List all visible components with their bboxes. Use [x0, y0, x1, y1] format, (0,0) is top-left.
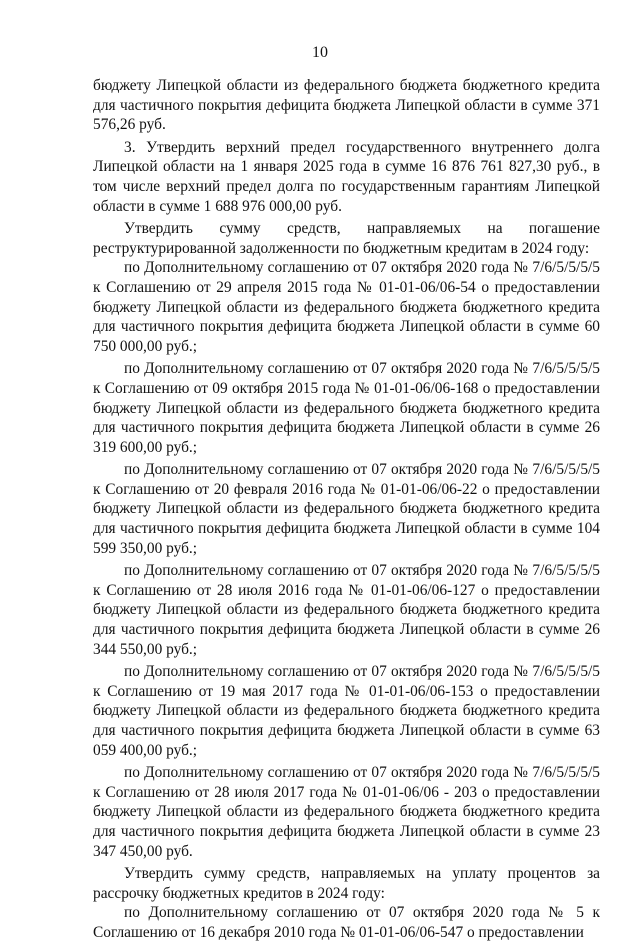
paragraph-debt-limit: 3. Утвердить верхний предел государственного внутреннего долга Липецкой области на 1 января 2025 года в сумме 16 876 761 827,30 руб., в том числе верхний предел долга по государственным гарантиям Липецкой области в сумме 1 688 976 000,00 руб. — [93, 138, 600, 215]
paragraph-agreement-2017-153: по Дополнительному соглашению от 07 октября 2020 года № 7/6/5/5/5/5 к Соглашению от 19 мая 2017 года № 01-01-06/06-153 о предоставлении бюджету Липецкой области из федерального бюджета бюджетного кредита для частичного покрытия дефицита бюджета Липецкой области в сумме 63 059 400,00 руб.; — [93, 663, 600, 759]
paragraph-agreement-2015-168: по Дополнительному соглашению от 07 октября 2020 года № 7/6/5/5/5/5 к Соглашению от 09 октября 2015 года № 01-01-06/06-168 о предоставлении бюджету Липецкой области из федерального бюджета бюджетного кредита для частичного покрытия дефицита бюджета Липецкой области в сумме 26 319 600,00 руб.; — [93, 360, 600, 456]
paragraph-continuation: бюджету Липецкой области из федерального бюджета бюджетного кредита для частичного покрытия дефицита бюджета Липецкой области в сумме 371 576,26 руб. — [93, 77, 600, 134]
paragraph-repayment-intro: Утвердить сумму средств, направляемых на погашение реструктурированной задолженности по бюджетным кредитам в 2024 году: — [93, 220, 600, 257]
paragraph-agreement-2010-547: по Дополнительному соглашению от 07 октября 2020 года № 5 к Соглашению от 16 декабря 2010 года № 01-01-06/06-547 о предоставлении — [93, 904, 600, 941]
paragraph-agreement-2016-127: по Дополнительному соглашению от 07 октября 2020 года № 7/6/5/5/5/5 к Соглашению от 28 июля 2016 года № 01-01-06/06-127 о предоставлении бюджету Липецкой области из федерального бюджета бюджетного кредита для частичного покрытия дефицита бюджета Липецкой области в сумме 26 344 550,00 руб.; — [93, 562, 600, 658]
paragraph-agreement-2015-54: по Дополнительному соглашению от 07 октября 2020 года № 7/6/5/5/5/5 к Соглашению от 29 апреля 2015 года № 01-01-06/06-54 о предоставлении бюджету Липецкой области из федерального бюджета бюджетного кредита для частичного покрытия дефицита бюджета Липецкой области в сумме 60 750 000,00 руб.; — [93, 259, 600, 355]
paragraph-agreement-2017-203: по Дополнительному соглашению от 07 октября 2020 года № 7/6/5/5/5/5 к Соглашению от 28 июля 2017 года № 01-01-06/06 - 203 о предоставлении бюджету Липецкой области из федерального бюджета бюджетного кредита для частичного покрытия дефицита бюджета Липецкой области в сумме 23 347 450,00 руб. — [93, 764, 600, 860]
page-number: 10 — [312, 44, 328, 61]
paragraph-interest-intro: Утвердить сумму средств, направляемых на уплату процентов за рассрочку бюджетных кредитов в 2024 году: — [93, 865, 600, 902]
paragraph-agreement-2016-22: по Дополнительному соглашению от 07 октября 2020 года № 7/6/5/5/5/5 к Соглашению от 20 февраля 2016 года № 01-01-06/06-22 о предоставлении бюджету Липецкой области из федерального бюджета бюджетного кредита для частичного покрытия дефицита бюджета Липецкой области в сумме 104 599 350,00 руб.; — [93, 461, 600, 557]
document-body — [93, 76, 600, 943]
